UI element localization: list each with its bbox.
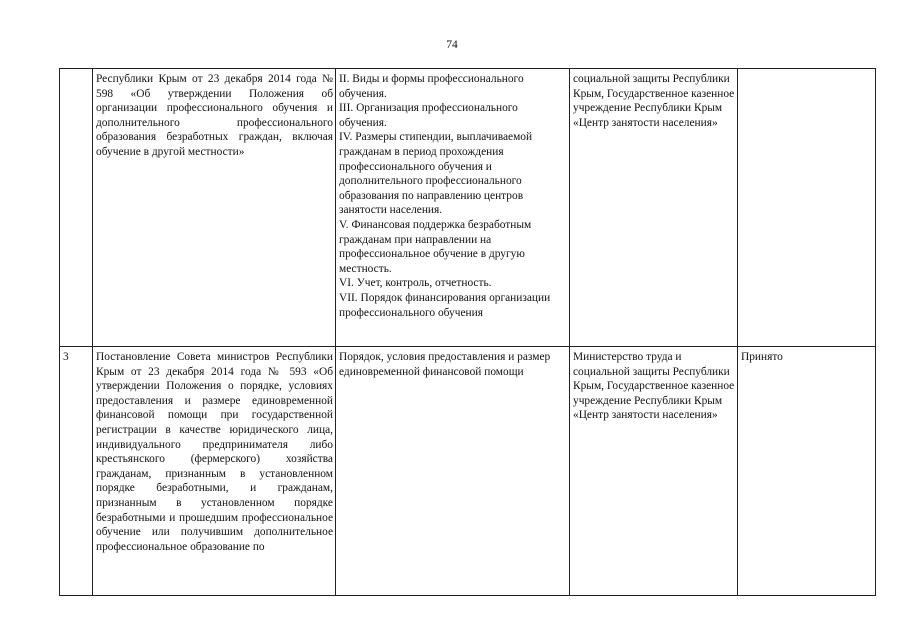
- section-item: Порядок, условия предоставления и размер единовременной финансовой помощи: [339, 351, 551, 378]
- document-title-cell: Республики Крым от 23 декабря 2014 года № 598 «Об утверждении Положения об организации профессионального обучения и дополнительного профессионального образования безработных граждан, включая обучение в другой местности»: [93, 69, 336, 347]
- table-row: [60, 347, 876, 596]
- section-item: VII. Порядок финансирования организации профессионального обучения: [339, 291, 551, 319]
- status-cell: [738, 69, 876, 347]
- section-item: VI. Учет, контроль, отчетность.: [339, 277, 492, 290]
- page-number: 74: [446, 39, 458, 51]
- sections-cell: [336, 347, 570, 596]
- section-item: IV. Размеры стипендии, выплачиваемой гражданам в период прохождения профессионального обучения и дополнительного профессионального образования по направлению центров занятости населения.: [339, 131, 533, 217]
- responsible-organization-cell: Министерство труда и социальной защиты Республики Крым, Государственное казенное учреждение Республики Крым «Центр занятости населения»: [570, 347, 738, 596]
- status-cell: Принято: [738, 347, 876, 596]
- section-item: II. Виды и формы профессионального обучения.: [339, 73, 524, 100]
- table-row: [60, 69, 876, 347]
- responsible-organization-cell: социальной защиты Республики Крым, Государственное казенное учреждение Республики Крым «Центр занятости населения»: [570, 69, 738, 347]
- row-number-cell: 3: [60, 347, 93, 596]
- document-title-cell: Постановление Совета министров Республики Крым от 23 декабря 2014 года № 593 «Об утверждении Положения о порядке, условиях предоставления и размере единовременной финансовой помощи при государственной регистрации в качестве юридического лица, индивидуального предпринимателя либо крестьянского (фермерского) хозяйства гражданам, признанным в установленном порядке безработными, и гражданам, признанным в установленном порядке безработными и прошедшим профессиональное обучение или получившим дополнительное профессиональное образование по: [93, 347, 336, 596]
- section-item: V. Финансовая поддержка безработным гражданам при направлении на профессиональное обучение в другую местность.: [339, 218, 532, 275]
- row-number-cell: [60, 69, 93, 347]
- section-item: III. Организация профессионального обучения.: [339, 102, 518, 129]
- sections-cell: [336, 69, 570, 347]
- legal-acts-table: [59, 68, 876, 596]
